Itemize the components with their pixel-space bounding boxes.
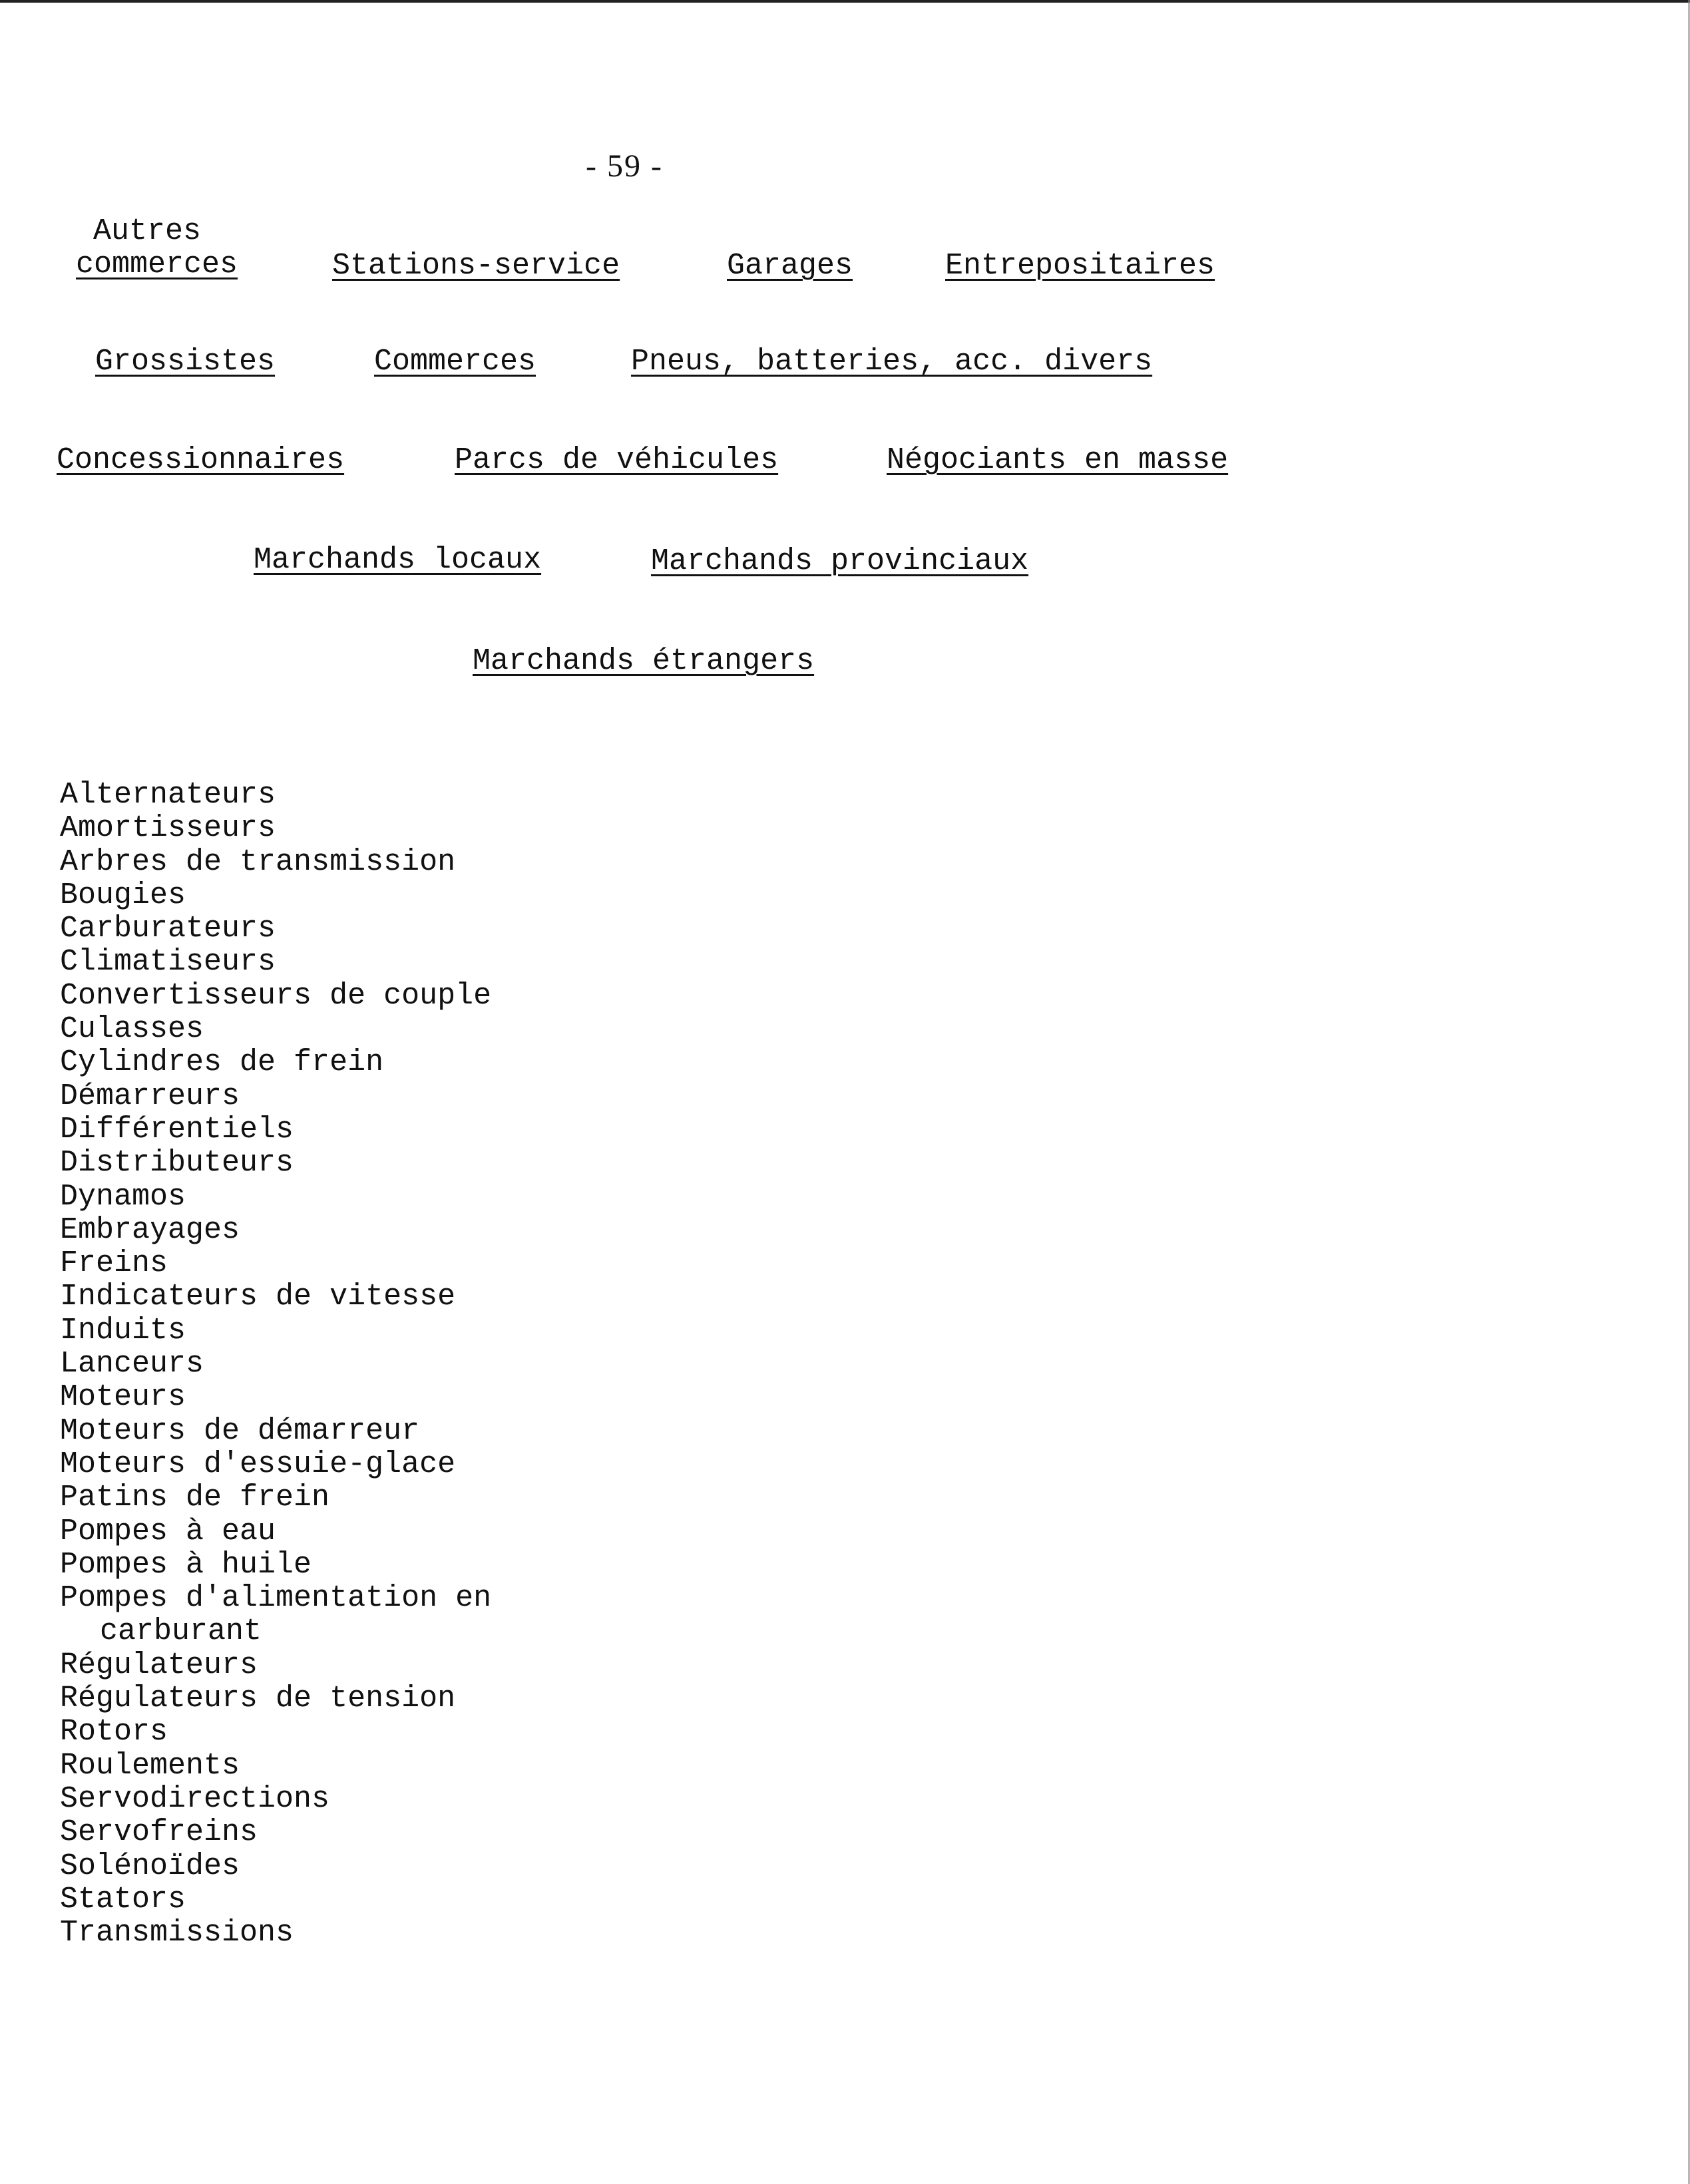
list-item: Carburateurs bbox=[60, 912, 276, 946]
header-marchands-provinciaux: Marchands provinciaux bbox=[651, 544, 1029, 578]
page-top-border bbox=[0, 0, 1690, 3]
list-item: Convertisseurs de couple bbox=[60, 978, 492, 1013]
list-item: Stators bbox=[60, 1882, 186, 1916]
header-stations-service: Stations-service bbox=[332, 249, 620, 283]
header-parcs-de-vehicules: Parcs de véhicules bbox=[455, 443, 779, 477]
list-item: Indicateurs de vitesse bbox=[60, 1280, 456, 1314]
header-entrepositaires: Entrepositaires bbox=[945, 249, 1215, 283]
list-item: Culasses bbox=[60, 1012, 204, 1047]
list-item: Moteurs d'essuie-glace bbox=[60, 1447, 456, 1481]
list-item: Dynamos bbox=[60, 1179, 186, 1214]
header-negociants-en-masse: Négociants en masse bbox=[887, 443, 1229, 477]
list-item: Démarreurs bbox=[60, 1079, 240, 1113]
list-item: Freins bbox=[60, 1246, 168, 1281]
list-item: Régulateurs bbox=[60, 1648, 258, 1682]
list-item: Pompes d'alimentation en bbox=[60, 1581, 492, 1616]
list-item: Différentiels bbox=[60, 1112, 294, 1147]
header-commerces: Commerces bbox=[374, 345, 536, 379]
list-item: Servofreins bbox=[60, 1815, 258, 1850]
list-item: Cylindres de frein bbox=[60, 1045, 384, 1080]
list-item: Climatiseurs bbox=[60, 945, 276, 980]
list-item: Distributeurs bbox=[60, 1146, 294, 1181]
header-grossistes: Grossistes bbox=[95, 345, 276, 379]
list-item: Induits bbox=[60, 1313, 186, 1348]
list-item: Transmissions bbox=[60, 1916, 294, 1950]
parts-list bbox=[60, 779, 491, 1950]
header-marchands-etrangers: Marchands étrangers bbox=[473, 644, 815, 678]
list-item: Solénoïdes bbox=[60, 1849, 240, 1883]
list-item: Pompes à eau bbox=[60, 1514, 276, 1548]
list-item: Roulements bbox=[60, 1748, 240, 1783]
header-marchands-locaux: Marchands locaux bbox=[254, 543, 542, 577]
list-item-continuation bbox=[60, 1615, 491, 1648]
list-item: Lanceurs bbox=[60, 1347, 204, 1381]
header-autres-line1: Autres bbox=[93, 214, 202, 248]
header-concessionnaires: Concessionnaires bbox=[57, 443, 345, 477]
header-pneus-batteries: Pneus, batteries, acc. divers bbox=[631, 345, 1153, 379]
list-item: Amortisseurs bbox=[60, 811, 276, 846]
list-item: Patins de frein bbox=[60, 1481, 330, 1515]
list-item: Moteurs bbox=[60, 1380, 186, 1415]
header-autres-commerces: commerces bbox=[76, 248, 238, 281]
list-item: Arbres de transmission bbox=[60, 844, 456, 879]
list-item: Pompes à huile bbox=[60, 1547, 312, 1582]
page-number: - 59 - bbox=[586, 148, 663, 184]
list-item: Embrayages bbox=[60, 1212, 240, 1247]
list-item: Régulateurs de tension bbox=[60, 1682, 456, 1716]
header-garages: Garages bbox=[727, 249, 853, 283]
list-item: Moteurs de démarreur bbox=[60, 1413, 420, 1448]
list-item: Rotors bbox=[60, 1715, 168, 1749]
list-item: Bougies bbox=[60, 878, 186, 912]
list-item: Alternateurs bbox=[60, 778, 276, 812]
list-item-continuation-text: carburant bbox=[100, 1614, 262, 1649]
list-item: Servodirections bbox=[60, 1781, 330, 1816]
